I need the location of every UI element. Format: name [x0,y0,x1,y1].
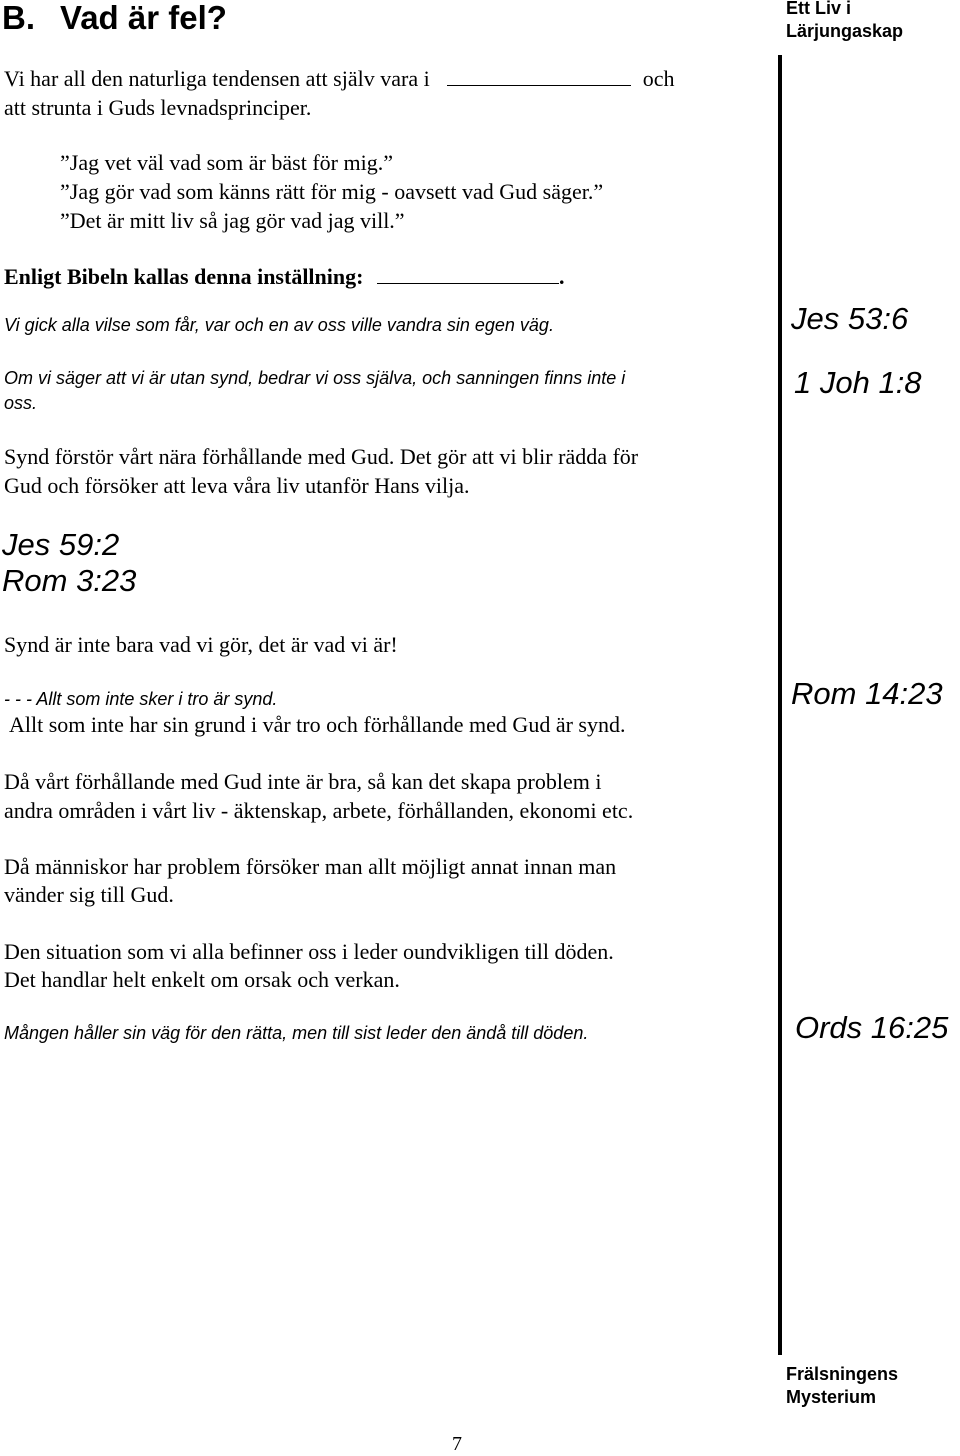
paragraph-synd-ar: Synd är inte bara vad vi gör, det är vad vi är! [4,632,398,657]
intro-text-before-blank: Vi har all den naturliga tendensen att själv vara i [4,66,430,91]
margin-ref-rom-14-23: Rom 14:23 [791,676,943,711]
paragraph-situation-line-2: Det handlar helt enkelt om orsak och verkan. [4,967,400,992]
margin-ref-ords-16-25: Ords 16:25 [795,1010,949,1045]
inline-ref-jes-59-2: Jes 59:2 [2,527,120,562]
bible-term-end: . [558,264,565,289]
verse-1-joh-1-8-line-2: oss. [4,393,38,413]
quote-1: ”Jag vet väl vad som är bäst för mig.” [60,150,393,175]
intro-text-after-blank: och [642,66,675,91]
book-subtitle-footer [786,1363,898,1409]
paragraph-situation-line-1: Den situation som vi alla befinner oss i leder oundvikligen till döden. [4,939,614,964]
paragraph-synd-forstor-line-1: Synd förstör vårt nära förhållande med Gud. Det gör att vi blir rädda för [4,444,639,469]
margin-ref-1-joh-1-8: 1 Joh 1:8 [794,365,922,400]
intro-line-2: att strunta i Guds levnadsprinciper. [4,95,312,120]
paragraph-manniskor-line-2: vänder sig till Gud. [4,882,174,907]
section-title: Vad är fel? [60,0,227,36]
paragraph-forhallande-line-1: Då vårt förhållande med Gud inte är bra, så kan det skapa problem i [4,769,602,794]
section-number: B. [2,0,35,36]
footer-line-1: Frälsningens [786,1364,899,1384]
book-title-line-2: Lärjungaskap [786,21,904,41]
paragraph-synd-forstor-line-2: Gud och försöker att leva våra liv utanför Hans vilja. [4,473,470,498]
verse-jes-53-6: Vi gick alla vilse som får, var och en av oss ville vandra sin egen väg. [4,315,554,335]
fill-in-blank-2 [377,264,559,284]
book-title-header [786,0,903,43]
bible-term-text: Enligt Bibeln kallas denna inställning: [4,264,364,289]
intro-line-1 [4,64,674,93]
margin-ref-jes-53-6: Jes 53:6 [791,301,909,336]
quote-3: ”Det är mitt liv så jag gör vad jag vill.” [60,208,405,233]
book-title-line-1: Ett Liv i [786,0,852,18]
footer-line-2: Mysterium [786,1387,877,1407]
verse-rom-14-23: - - - Allt som inte sker i tro är synd. [4,689,278,709]
verse-1-joh-1-8-line-1: Om vi säger att vi är utan synd, bedrar vi oss själva, och sanningen finns inte i [4,368,626,388]
page-number: 7 [452,1433,462,1455]
margin-divider [778,55,782,1355]
paragraph-forhallande-line-2: andra områden i vårt liv - äktenskap, arbete, förhållanden, ekonomi etc. [4,798,634,823]
verse-ords-16-25: Mången håller sin väg för den rätta, men till sist leder den ändå till döden. [4,1023,589,1043]
paragraph-rom-14-23-line-2: Allt som inte har sin grund i vår tro och förhållande med Gud är synd. [9,712,626,737]
quote-2: ”Jag gör vad som känns rätt för mig - oavsett vad Gud säger.” [60,179,604,204]
section-heading [2,0,227,40]
paragraph-manniskor-line-1: Då människor har problem försöker man allt möjligt annat innan man [4,854,617,879]
fill-in-blank [447,66,631,86]
inline-ref-rom-3-23: Rom 3:23 [2,563,137,598]
bible-term-line [4,262,564,291]
